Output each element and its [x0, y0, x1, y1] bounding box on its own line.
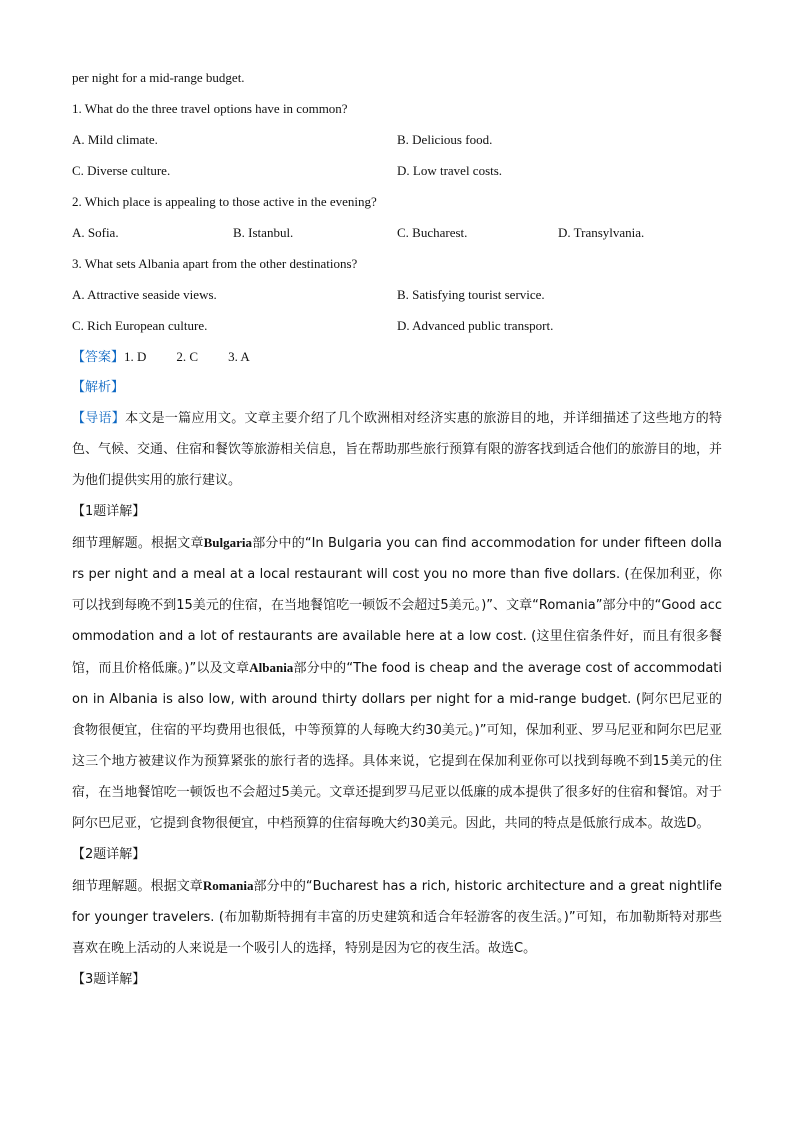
- question-1-option-d: D. Low travel costs.: [397, 163, 503, 178]
- question-3-options-row-2: [72, 310, 722, 341]
- answer-row: [72, 341, 722, 372]
- question-2-option-c: C. Bucharest.: [397, 225, 468, 240]
- question-1-option-b: B. Delicious food.: [397, 132, 493, 147]
- question-3-option-c: C. Rich European culture.: [72, 318, 208, 333]
- question-2-option-d: D. Transylvania.: [558, 225, 645, 240]
- question-1-option-c: C. Diverse culture.: [72, 163, 171, 178]
- document-page: [72, 62, 722, 995]
- question-2-stem: 2. Which place is appealing to those active in the evening?: [72, 194, 377, 209]
- detail-1-part-1: 细节理解题。根据文章: [72, 536, 204, 551]
- detail-1-part-2: 部分中的“In Bulgaria you can find accommodation for under fifteen dollars per night and a meal at a local restaurant will cost you no more than five dollars. (在保加利亚，你可以找到每晚不到15美元的住宿，在当地餐馆吃一顿饭不会超过5美元。)”、文章“Romania”部分中的“Good accommodation and a lot of restaurants are available here at a low cost. (这里住宿条件好，而且有很多餐馆，而且价格低廉。)”以及文章: [72, 536, 722, 676]
- detail-2-part-1: 细节理解题。根据文章: [72, 879, 203, 894]
- question-1-option-a: A. Mild climate.: [72, 132, 158, 147]
- question-3-option-a: A. Attractive seaside views.: [72, 287, 217, 302]
- question-2-option-b: B. Istanbul.: [233, 225, 294, 240]
- answer-label: 【答案】: [72, 350, 125, 365]
- question-2-options-row: [72, 217, 722, 248]
- guide-paragraph: [72, 403, 722, 496]
- detail-1-heading: 【1题详解】: [72, 504, 146, 519]
- question-1-options-row-2: [72, 155, 722, 186]
- question-1-stem: 1. What do the three travel options have in common?: [72, 101, 348, 116]
- detail-1-bold-bulgaria: Bulgaria: [203, 535, 253, 550]
- question-3-stem: 3. What sets Albania apart from the other destinations?: [72, 256, 358, 271]
- question-2-option-a: A. Sofia.: [72, 225, 119, 240]
- question-3-option-b: B. Satisfying tourist service.: [397, 287, 545, 302]
- question-1-options-row-1: [72, 124, 722, 155]
- detail-1-paragraph: [72, 527, 722, 839]
- detail-1-bold-albania: Albania: [249, 660, 294, 675]
- answer-item-1: 1. D: [124, 349, 147, 364]
- question-3-options-row-1: [72, 279, 722, 310]
- detail-2-paragraph: [72, 870, 722, 964]
- detail-3-heading: 【3题详解】: [72, 972, 146, 987]
- passage-continuation: per night for a mid-range budget.: [72, 70, 245, 85]
- answer-item-3: 3. A: [228, 349, 250, 364]
- detail-2-part-2: 部分中的“Bucharest has a rich, historic architecture and a great nightlife for younger travelers. (布加勒斯特拥有丰富的历史建筑和适合年轻游客的夜生活。)”可知，布加勒斯特对那些喜欢在晚上活动的人来说是一个吸引人的选择，特别是因为它的夜生活。故选C。: [72, 879, 722, 956]
- answer-item-2: 2. C: [176, 349, 199, 364]
- detail-2-bold-romania: Romania: [202, 878, 254, 893]
- guide-text: 本文是一篇应用文。文章主要介绍了几个欧洲相对经济实惠的旅游目的地，并详细描述了这些地方的特色、气候、交通、住宿和餐饮等旅游相关信息，旨在帮助那些旅行预算有限的游客找到适合他们的旅游目的地，并为他们提供实用的旅行建议。: [72, 411, 723, 488]
- analysis-label: 【解析】: [72, 380, 125, 395]
- question-3-option-d: D. Advanced public transport.: [397, 318, 554, 333]
- detail-2-heading: 【2题详解】: [72, 847, 146, 862]
- detail-1-part-3: 部分中的“The food is cheap and the average cost of accommodation in Albania is also low, with around thirty dollars per night for a mid-range budget. (阿尔巴尼亚的食物很便宜，住宿的平均费用也很低，中等预算的人每晚大约30美元。)”可知，保加利亚、罗马尼亚和阿尔巴尼亚这三个地方被建议作为预算紧张的旅行者的选择。具体来说，它提到在保加利亚你可以找到每晚不到15美元的住宿，在当地餐馆吃一顿饭也不会超过5美元。文章还提到罗马尼亚以低廉的成本提供了很多好的住宿和餐馆。对于阿尔巴尼亚，它提到食物很便宜，中档预算的住宿每晚大约30美元。因此，共同的特点是低旅行成本。故选D。: [72, 661, 722, 831]
- guide-label: 【导语】: [72, 411, 126, 426]
